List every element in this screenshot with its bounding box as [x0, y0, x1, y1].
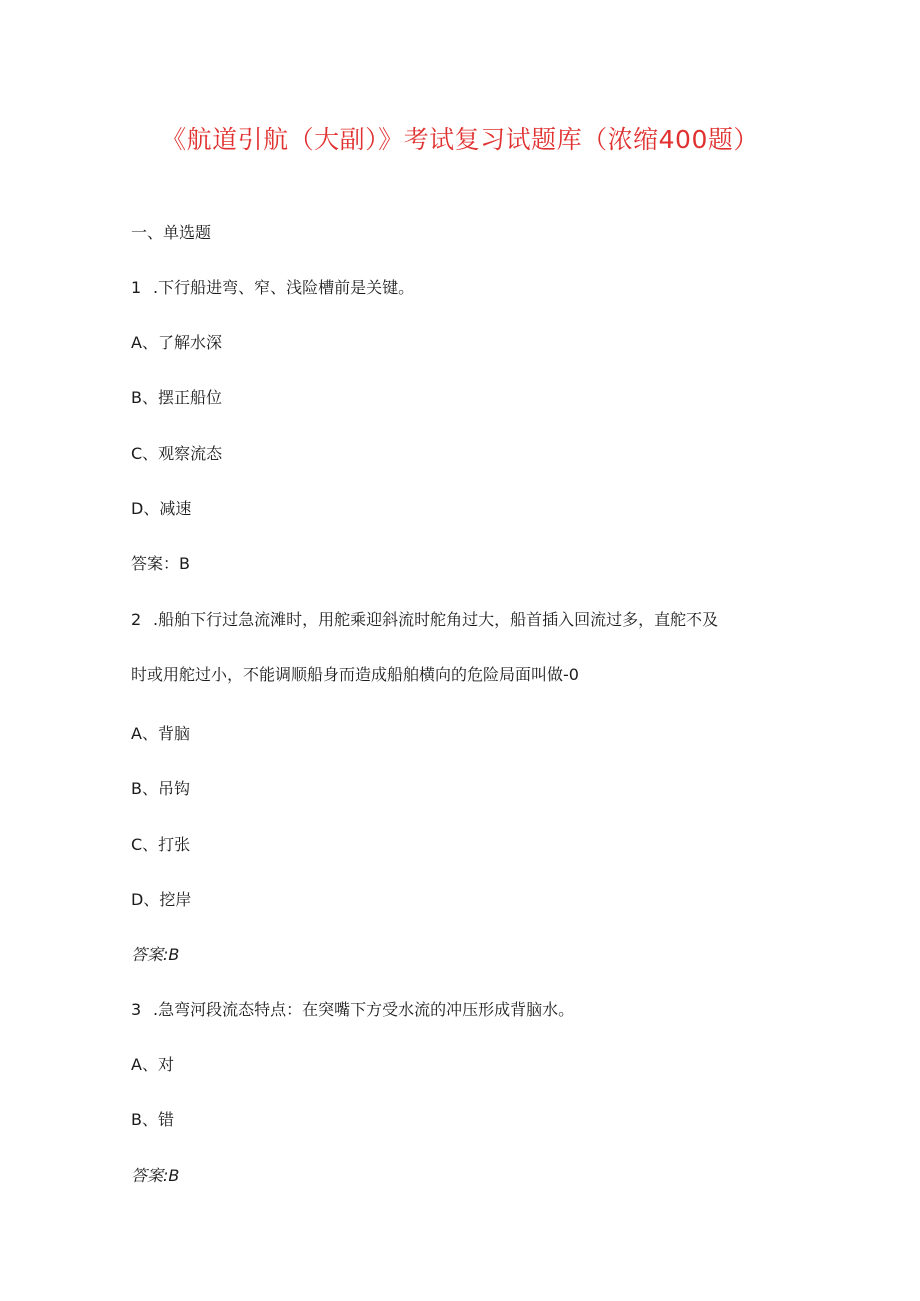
question-text: .下行船进弯、窄、浅险槽前是关键。: [153, 278, 415, 297]
option-b: B、吊钩: [131, 779, 190, 798]
option-a: A、对: [131, 1055, 174, 1074]
option-a: A、了解水深: [131, 333, 222, 352]
question-number: 2: [131, 610, 142, 629]
option-a: A、背脑: [131, 724, 190, 743]
question-text-line-1: .船舶下行过急流滩时，用舵乘迎斜流时舵角过大，船首插入回流过多，直舵不及: [153, 610, 719, 629]
option-b: B、错: [131, 1110, 174, 1129]
option-b: B、摆正船位: [131, 388, 222, 407]
option-d: D、挖岸: [131, 890, 192, 909]
section-heading: 一、单选题: [131, 223, 212, 242]
question-number: 1: [131, 278, 142, 297]
question-2: [131, 609, 718, 631]
option-c: C、打张: [131, 835, 191, 854]
option-c: C、观察流态: [131, 444, 223, 463]
question-text-line-2: 时或用舵过小，不能调顺船身而造成船舶横向的危险局面叫做-0: [131, 665, 579, 684]
answer: 答案：B: [131, 554, 190, 573]
question-1: [131, 277, 414, 299]
document-title: 《航道引航（大副）》考试复习试题库（浓缩400题）: [161, 125, 759, 154]
question-text: .急弯河段流态特点：在突嘴下方受水流的冲压形成背脑水。: [153, 1000, 575, 1019]
question-3: [131, 999, 574, 1021]
answer: 答案:B: [131, 1166, 180, 1185]
answer: 答案:B: [131, 945, 180, 964]
question-number: 3: [131, 1000, 142, 1019]
option-d: D、减速: [131, 499, 192, 518]
